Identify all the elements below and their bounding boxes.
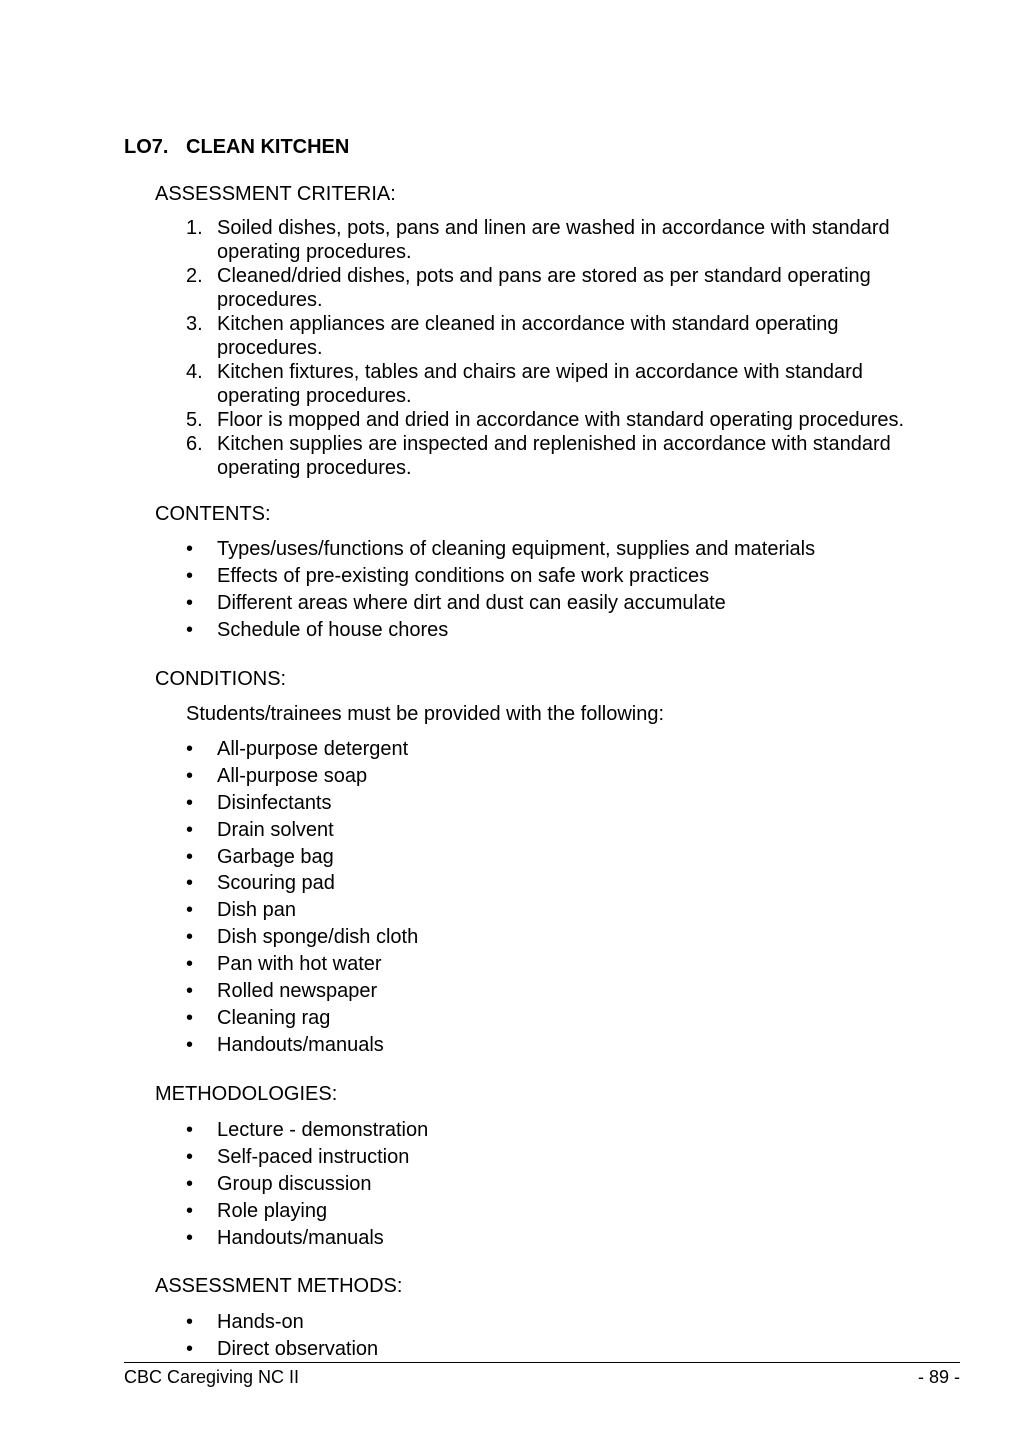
list-item (186, 590, 946, 617)
list-item (186, 216, 946, 264)
list-item-text: Direct observation (217, 1337, 379, 1360)
lo-title: CLEAN KITCHEN (186, 136, 350, 158)
page-number: - 89 - (917, 1367, 960, 1387)
bullet-icon: • (186, 872, 194, 895)
list-item-text: Pan with hot water (217, 953, 382, 976)
bullet-icon: • (186, 953, 194, 976)
list-item-text: Role playing (217, 1199, 328, 1222)
list-item (186, 763, 946, 790)
bullet-icon: • (186, 926, 194, 949)
bullet-icon: • (186, 1199, 194, 1222)
list-item (186, 736, 946, 763)
bullet-icon: • (186, 1119, 194, 1141)
list-item (186, 1032, 946, 1059)
conditions-list (186, 736, 946, 1059)
bullet-icon: • (186, 980, 194, 1003)
list-item (186, 1198, 946, 1225)
list-item (186, 897, 946, 924)
list-item (186, 360, 946, 408)
list-item-text: Handouts/manuals (217, 1226, 384, 1249)
lo-heading (124, 135, 349, 159)
lo-code: LO7. (124, 136, 169, 158)
contents-list (186, 536, 946, 644)
list-item (186, 1225, 946, 1252)
list-item-text: Handouts/manuals (217, 1033, 384, 1056)
list-item-text: Kitchen fixtures, tables and chairs are wiped in accordance with standard operating procedures. (217, 361, 863, 407)
bullet-icon: • (186, 899, 194, 922)
list-item-text: Types/uses/functions of cleaning equipment, supplies and materials (217, 538, 816, 560)
list-item (186, 1144, 946, 1171)
list-item-text: Group discussion (217, 1172, 372, 1195)
bullet-icon: • (186, 1145, 194, 1168)
list-item-text: Garbage bag (217, 845, 334, 868)
list-number: 1. (186, 217, 203, 239)
list-item-text: Dish pan (217, 899, 296, 922)
list-item (186, 951, 946, 978)
conditions-intro: Students/trainees must be provided with the following: (186, 703, 665, 725)
list-item-text: Cleaned/dried dishes, pots and pans are stored as per standard operating procedures. (217, 265, 871, 311)
methodologies-title: METHODOLOGIES: (155, 1083, 338, 1105)
list-item (186, 617, 946, 644)
list-item-text: Disinfectants (217, 791, 332, 814)
bullet-icon: • (186, 764, 194, 787)
contents-title: CONTENTS: (155, 503, 271, 525)
list-item (186, 408, 946, 432)
list-item-text: Different areas where dirt and dust can easily accumulate (217, 591, 726, 614)
list-item (186, 1171, 946, 1198)
bullet-icon: • (186, 738, 194, 760)
list-item-text: Schedule of house chores (217, 618, 449, 641)
assessment-criteria-list (186, 216, 946, 480)
list-item-text: Rolled newspaper (217, 980, 378, 1003)
list-item-text: Scouring pad (217, 872, 335, 895)
list-item (186, 312, 946, 360)
list-item-text: Kitchen appliances are cleaned in accordance with standard operating procedures. (217, 313, 839, 359)
list-item (186, 1005, 946, 1032)
list-item (186, 870, 946, 897)
list-item-text: All-purpose soap (217, 764, 368, 787)
list-item (186, 924, 946, 951)
list-item-text: Self-paced instruction (217, 1145, 410, 1168)
bullet-icon: • (186, 1337, 194, 1360)
bullet-icon: • (186, 591, 194, 614)
list-item (186, 790, 946, 817)
list-item (186, 264, 946, 312)
list-item-text: Floor is mopped and dried in accordance with standard operating procedures. (217, 409, 905, 431)
list-item (186, 844, 946, 871)
list-item (186, 1117, 946, 1144)
assessment-methods-list (186, 1309, 946, 1363)
list-item (186, 1309, 946, 1336)
list-item (186, 817, 946, 844)
bullet-icon: • (186, 1226, 194, 1249)
bullet-icon: • (186, 538, 194, 560)
list-item-text: Cleaning rag (217, 1006, 331, 1029)
list-number: 3. (186, 313, 203, 335)
assessment-methods-title: ASSESSMENT METHODS: (155, 1275, 403, 1297)
list-item (186, 1336, 946, 1363)
bullet-icon: • (186, 791, 194, 814)
list-item-text: Soiled dishes, pots, pans and linen are washed in accordance with standard operating procedures. (217, 217, 890, 263)
footer-title: CBC Caregiving NC II (124, 1367, 300, 1387)
methodologies-list (186, 1117, 946, 1251)
list-number: 6. (186, 433, 203, 455)
bullet-icon: • (186, 845, 194, 868)
list-item (186, 563, 946, 590)
list-item-text: Drain solvent (217, 818, 334, 841)
footer-divider (124, 1362, 960, 1363)
list-item-text: Effects of pre-existing conditions on safe work practices (217, 564, 710, 587)
list-number: 5. (186, 409, 203, 431)
bullet-icon: • (186, 564, 194, 587)
assessment-criteria-title: ASSESSMENT CRITERIA: (155, 183, 396, 205)
list-number: 4. (186, 361, 203, 383)
list-item-text: Dish sponge/dish cloth (217, 926, 419, 949)
list-item (186, 978, 946, 1005)
list-item-text: Kitchen supplies are inspected and replenished in accordance with standard operating procedures. (217, 433, 891, 479)
list-item-text: All-purpose detergent (217, 738, 409, 760)
list-item (186, 536, 946, 563)
conditions-title: CONDITIONS: (155, 668, 287, 690)
bullet-icon: • (186, 1172, 194, 1195)
bullet-icon: • (186, 1033, 194, 1056)
list-item-text: Lecture - demonstration (217, 1119, 429, 1141)
bullet-icon: • (186, 618, 194, 641)
list-item-text: Hands-on (217, 1311, 304, 1333)
bullet-icon: • (186, 818, 194, 841)
bullet-icon: • (186, 1311, 194, 1333)
list-number: 2. (186, 265, 203, 287)
list-item (186, 432, 946, 480)
bullet-icon: • (186, 1006, 194, 1029)
